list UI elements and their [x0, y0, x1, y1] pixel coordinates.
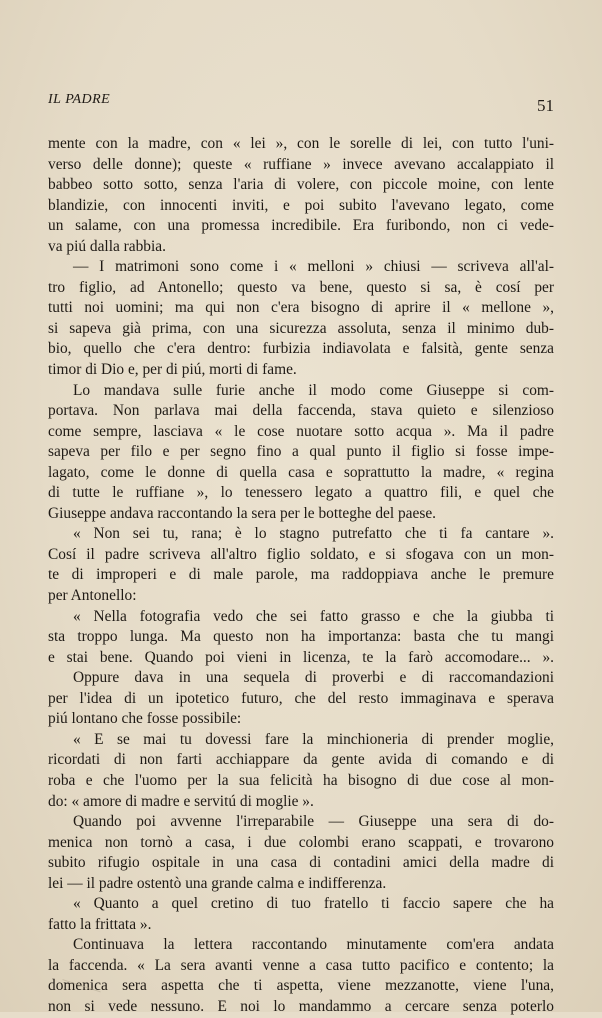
text-line: non si vede nessuno. E noi lo mandammo a cercare senza poterlo: [48, 997, 554, 1015]
body-text: [48, 134, 554, 1018]
text-line: ricordati di non farti acchiappare da gente avida di comando e di: [48, 751, 554, 769]
running-head: IL PADRE: [48, 92, 111, 107]
text-line: fatto la frittata ».: [48, 915, 152, 933]
text-line: Quando poi avvenne l'irreparabile — Giuseppe una sera di do-: [73, 813, 554, 831]
text-line: per Antonello:: [48, 587, 137, 605]
text-line: subito rifugio ospitale in una casa di contadini amici della madre di: [48, 854, 554, 872]
text-line: verso delle donne); queste « ruffiane » invece avevano accalappiato il: [48, 155, 554, 173]
text-line: sapeva per filo e per segno fino a qual punto il figlio si fosse impe-: [48, 443, 554, 461]
text-line: — I matrimoni sono come i « melloni » chiusi — scriveva all'al-: [73, 258, 554, 276]
text-line: si sapeva già prima, con una sicurezza assoluta, senza il minimo dub-: [48, 319, 554, 337]
text-line: timor di Dio e, per di piú, morti di fame.: [48, 361, 297, 379]
text-line: portava. Non parlava mai della faccenda, stava quieto e silenzioso: [48, 402, 554, 420]
text-line: « Quanto a quel cretino di tuo fratello ti faccio sapere che ha: [73, 895, 554, 913]
text-line: « E se mai tu dovessi fare la minchioneria di prender moglie,: [73, 730, 554, 748]
text-line: lagato, come le donne di quella casa e soprattutto la madre, « regina: [48, 463, 554, 481]
text-line: Lo mandava sulle furie anche il modo come Giuseppe si com-: [73, 381, 554, 399]
text-line: tro figlio, ad Antonello; questo va bene, questo si sa, è cosí per: [48, 278, 554, 296]
text-line: piú lontano che fosse possibile:: [48, 710, 242, 728]
text-line: Cosí il padre scriveva all'altro figlio soldato, e si sfogava con un mon-: [48, 545, 554, 563]
text-line: do: « amore di madre e servitú di moglie ».: [48, 792, 314, 810]
text-line: lei — il padre ostentò una grande calma e indifferenza.: [48, 874, 387, 892]
text-line: bio, quello che c'era dentro: furbizia indiavolata e falsità, gente senza: [48, 340, 554, 358]
text-line: mente con la madre, con « lei », con le sorelle di lei, con tutto l'uni-: [48, 135, 554, 152]
page-header: [48, 92, 554, 118]
text-line: Continuava la lettera raccontando minutamente com'era andata: [73, 936, 554, 954]
text-line: babbeo sotto sotto, senza l'aria di volere, con piccole moine, con lente: [48, 176, 554, 194]
text-line: « Nella fotografia vedo che sei fatto grasso e che la giubba ti: [73, 607, 554, 625]
text-line: roba e che l'uomo per la sua felicità ha bisogno di due cose al mon-: [48, 771, 554, 789]
text-line: tutti noi uomini; ma qui non c'era bisogno di aprire il « mellone »,: [48, 299, 554, 317]
text-line: Oppure dava in una sequela di proverbi e di raccomandazioni: [73, 669, 554, 687]
text-line: « Non sei tu, rana; è lo stagno putrefatto che ti fa cantare ».: [73, 525, 554, 543]
text-line: per l'idea di un ipotetico futuro, che del resto immaginava e sperava: [48, 689, 554, 707]
text-line: come sempre, lasciava « le cose nuotare sotto acqua ». Ma il padre: [48, 422, 554, 440]
text-line: sta troppo lunga. Ma questo non ha importanza: basta che tu mangi: [48, 628, 554, 646]
text-line: domenica sera aspetta che ti aspetta, viene mezzanotte, viene l'una,: [48, 977, 554, 995]
text-line: e stai bene. Quando poi vieni in licenza, te la farò accomodare... ».: [48, 648, 554, 666]
text-line: la faccenda. « La sera avanti venne a casa tutto pacifico e contento; la: [48, 956, 554, 974]
text-line: te di improperi e di male parole, ma raddoppiava anche le premure: [48, 566, 554, 584]
text-line: di tutte le ruffiane », lo tenessero legato a quattro fili, e quel che: [48, 484, 554, 502]
page-number: 51: [537, 96, 554, 115]
text-line: Giuseppe andava raccontando la sera per le botteghe del paese.: [48, 504, 437, 522]
text-line: blandizie, con innocenti inviti, e poi subito l'avevano legato, come: [48, 196, 554, 214]
text-line: va piú dalla rabbia.: [48, 237, 166, 255]
text-line: menica non tornò a casa, i due colombi erano scappati, e trovarono: [48, 833, 554, 851]
text-line: un salame, con una promessa incredibile. Era furibondo, non ci vede-: [48, 217, 554, 235]
